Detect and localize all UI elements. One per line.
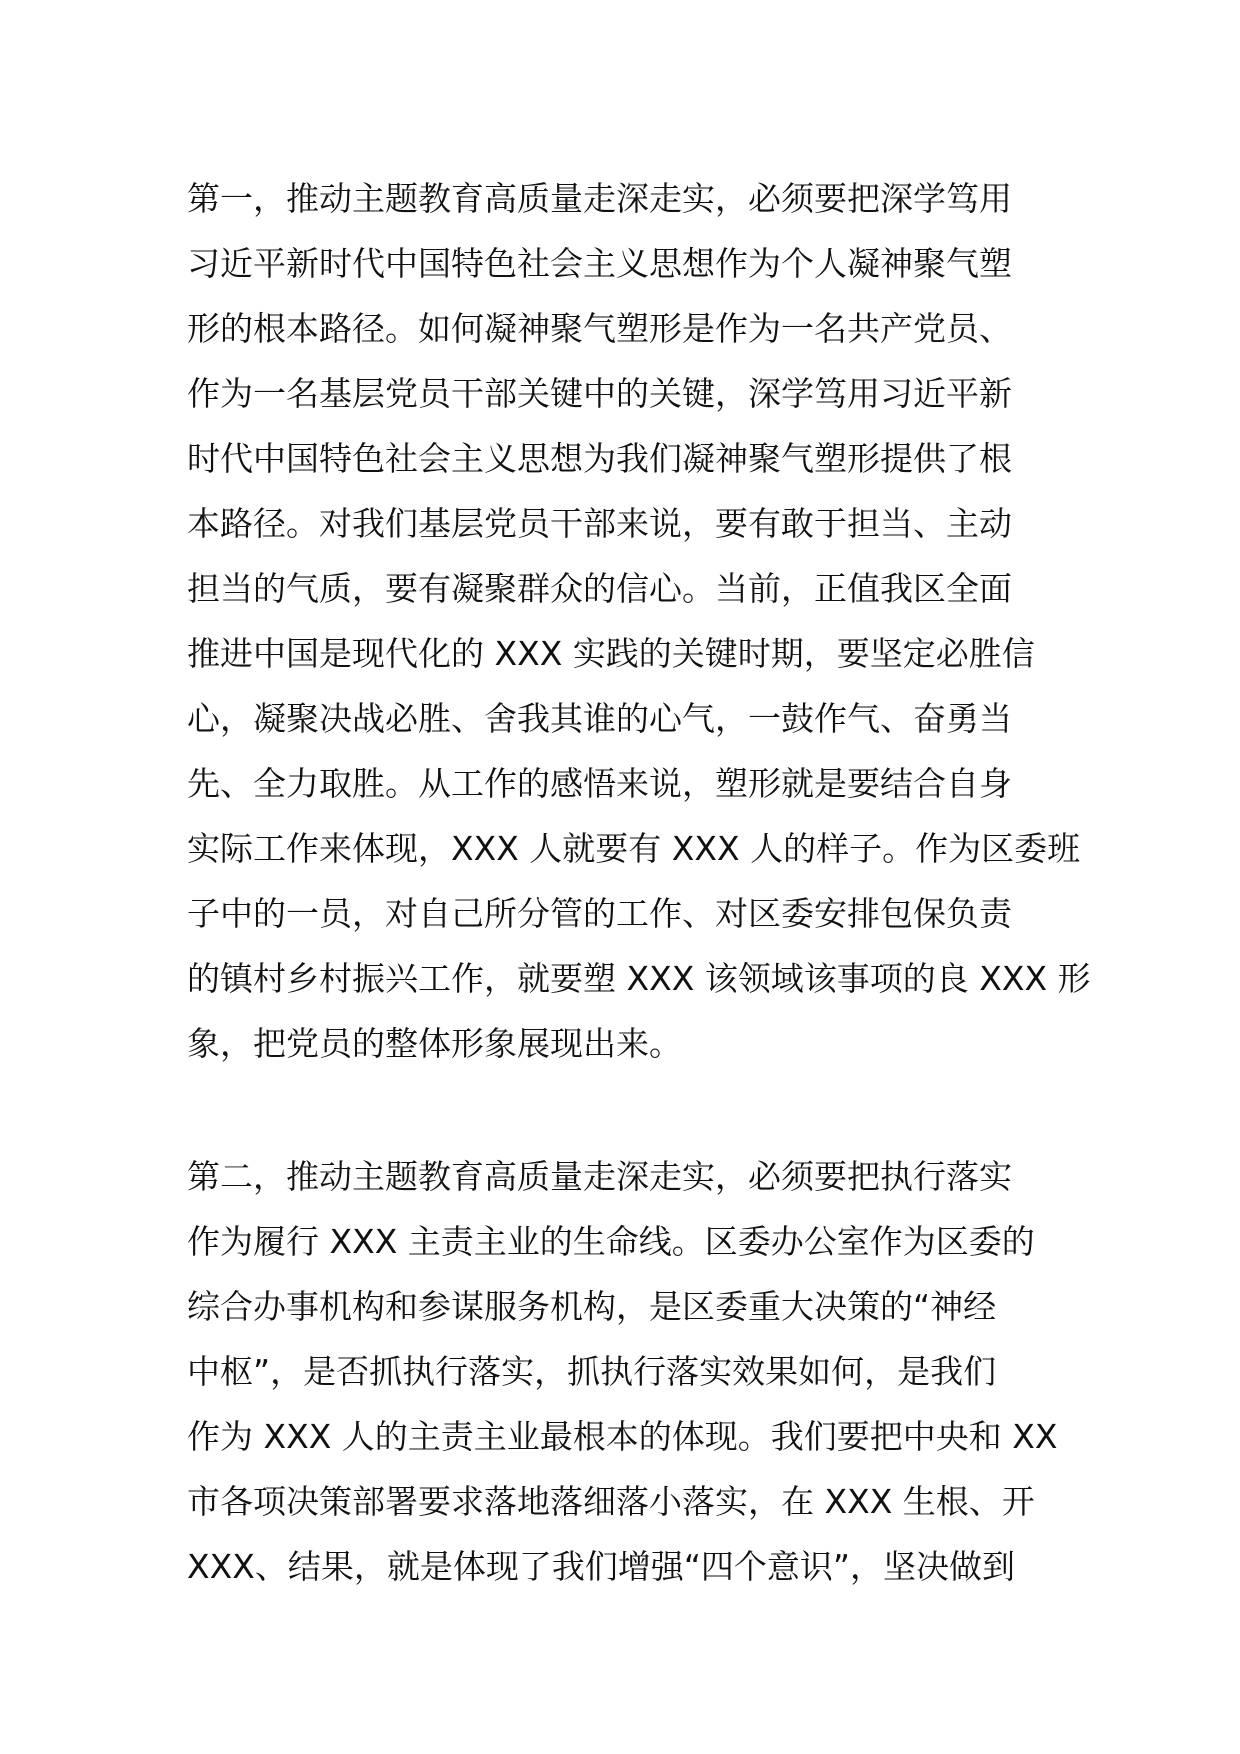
paragraph-first xyxy=(187,166,1091,1076)
paragraph-line: 象，把党员的整体形象展现出来。 xyxy=(187,1024,682,1063)
paragraph-line: 第一，推动主题教育高质量走深走实，必须要把深学笃用 xyxy=(187,179,1012,218)
paragraph-line: 时代中国特色社会主义思想为我们凝神聚气塑形提供了根 xyxy=(187,439,1012,478)
paragraph-line: 形的根本路径。如何凝神聚气塑形是作为一名共产党员、 xyxy=(187,309,1012,348)
paragraph-line: 实际工作来体现，XXX 人就要有 XXX 人的样子。作为区委班 xyxy=(187,829,1081,868)
paragraph-line: 中枢”，是否抓执行落实，抓执行落实效果如何，是我们 xyxy=(187,1352,997,1391)
paragraph-line: 推进中国是现代化的 XXX 实践的关键时期，要坚定必胜信 xyxy=(187,634,1035,673)
paragraph-line: 子中的一员，对自己所分管的工作、对区委安排包保负责 xyxy=(187,894,1012,933)
paragraph-line: 的镇村乡村振兴工作，就要塑 XXX 该领域该事项的良 XXX 形 xyxy=(187,959,1091,998)
paragraph-line: 第二，推动主题教育高质量走深走实，必须要把执行落实 xyxy=(187,1157,1012,1196)
paragraph-line: 综合办事机构和参谋服务机构，是区委重大决策的“神经 xyxy=(187,1287,997,1326)
paragraph-line: 作为履行 XXX 主责主业的生命线。区委办公室作为区委的 xyxy=(187,1222,1035,1261)
paragraph-line: 心，凝聚决战必胜、舍我其谁的心气，一鼓作气、奋勇当 xyxy=(187,699,1012,738)
paragraph-line: 本路径。对我们基层党员干部来说，要有敢于担当、主动 xyxy=(187,504,1012,543)
paragraph-line: 市各项决策部署要求落地落细落小落实，在 XXX 生根、开 xyxy=(187,1482,1035,1521)
paragraph-line: XXX、结果，就是体现了我们增强“四个意识”，坚决做到 xyxy=(187,1547,1016,1586)
paragraph-line: 作为 XXX 人的主责主业最根本的体现。我们要把中央和 XX xyxy=(187,1417,1058,1456)
paragraph-second xyxy=(187,1144,1067,1599)
paragraph-line: 担当的气质，要有凝聚群众的信心。当前，正值我区全面 xyxy=(187,569,1012,608)
paragraph-line: 作为一名基层党员干部关键中的关键，深学笃用习近平新 xyxy=(187,374,1012,413)
paragraph-line: 先、全力取胜。从工作的感悟来说，塑形就是要结合自身 xyxy=(187,764,1012,803)
paragraph-line: 习近平新时代中国特色社会主义思想作为个人凝神聚气塑 xyxy=(187,244,1012,283)
